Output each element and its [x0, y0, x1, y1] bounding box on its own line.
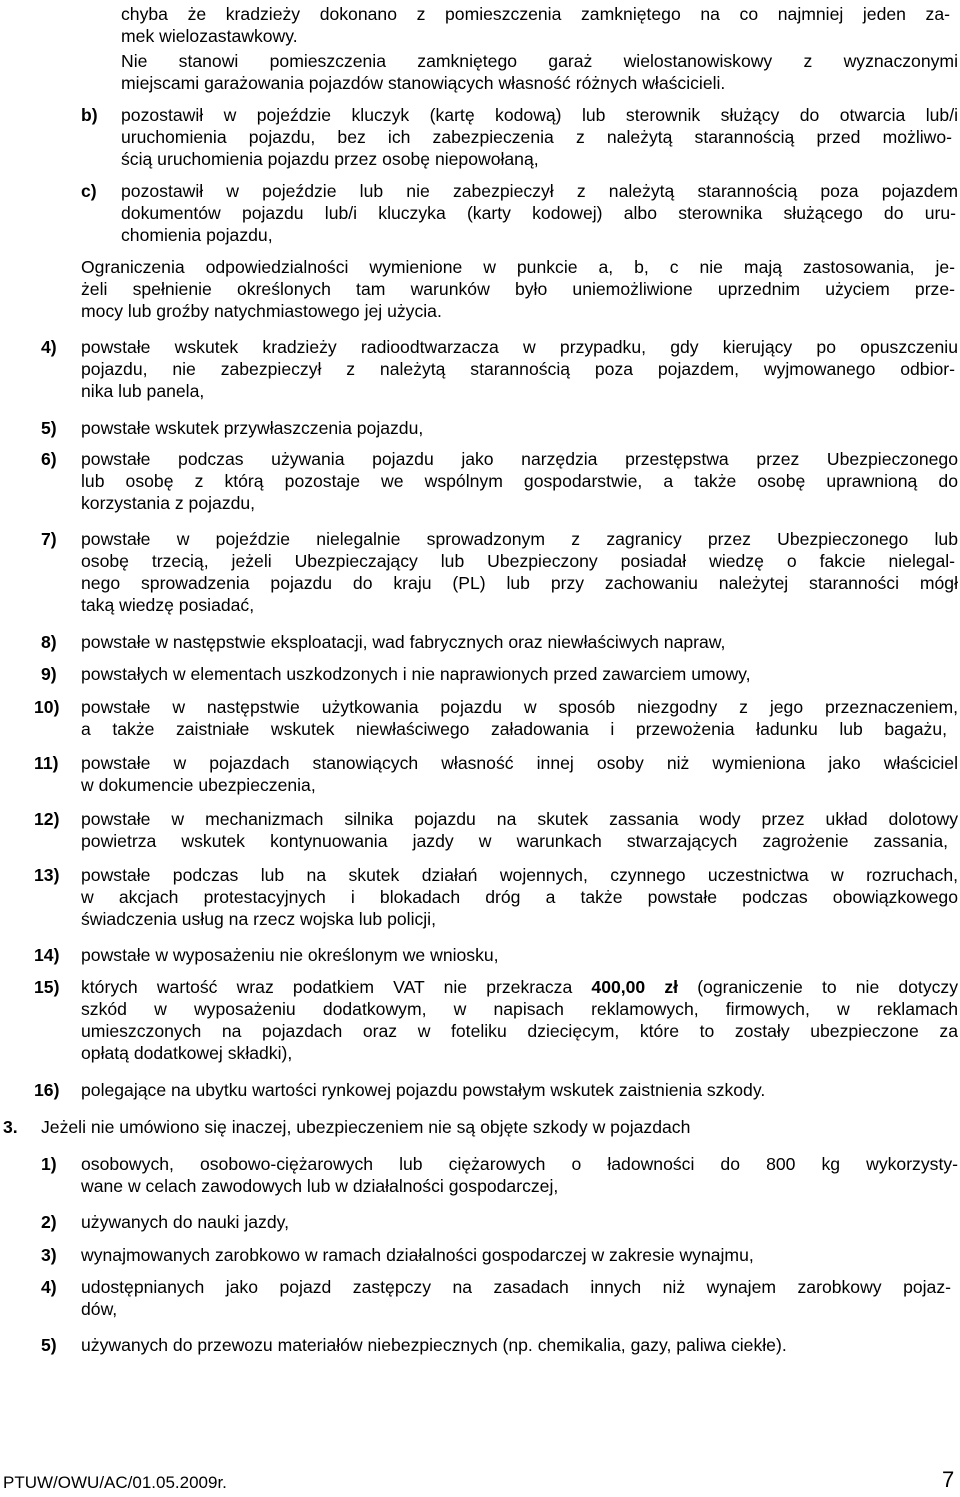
text-span: Ograniczenia odpowiedzialności wymienione w punkcie a, b, c nie mają zastosowania, je-: [81, 257, 955, 277]
item-label-4: 4): [41, 337, 57, 357]
text-span: pozostawił w pojeździe kluczyk (kartę kodową) lub sterownik służący do otwarcia lub/i: [121, 105, 958, 125]
text-span: powstałe wskutek kradzieży radioodtwarzacza w przypadku, gdy kierujący po opuszczeniu: [81, 337, 958, 357]
item-label-11: 11): [34, 753, 59, 773]
text-span: powstałe w pojeździe nielegalnie sprowadzonym z zagranicy przez Ubezpieczonego lub: [81, 529, 958, 549]
text-line: [81, 808, 958, 830]
item-label-9: 9): [41, 664, 57, 684]
text-span: osobowych, osobowo-ciężarowych lub ciężarowych o ładowności do 800 kg wykorzysty-: [81, 1154, 958, 1174]
item-label-12: 12): [34, 809, 60, 829]
item-label-8: 8): [41, 632, 57, 652]
subitem-label-5: 5): [41, 1335, 57, 1355]
text-line: [121, 180, 958, 202]
text-line: opłatą dodatkowej składki),: [81, 1043, 293, 1063]
text-line: [81, 1276, 951, 1298]
text-span: chyba że kradzieży dokonano z pomieszczenia zamkniętego na co najmniej jeden za-: [121, 4, 950, 24]
text-line: [81, 336, 958, 358]
item-label-10: 10): [34, 697, 60, 717]
text-line: [81, 470, 958, 492]
text-line: taką wiedzę posiadać,: [81, 595, 255, 615]
text-line: [81, 830, 948, 852]
text-segment: (ograniczenie to nie dotyczy: [697, 977, 959, 997]
item-label-14: 14): [34, 945, 60, 965]
text-line: powstałe wskutek przywłaszczenia pojazdu,: [81, 418, 424, 438]
text-line: nika lub panela,: [81, 381, 205, 401]
text-line: świadczenia usług na rzecz wojska lub policji,: [81, 909, 436, 929]
text-line: chomienia pojazdu,: [121, 225, 273, 245]
text-span: Nie stanowi pomieszczenia zamkniętego garaż wielostanowiskowy z wyznaczonymi: [121, 51, 958, 71]
text-span: pojazdu, nie zabezpieczył z należytą starannością poza pojazdem, wyjmowanego odbior-: [81, 359, 955, 379]
text-line: [121, 126, 952, 148]
text-line: [81, 864, 958, 886]
subitem-label-2: 2): [41, 1212, 57, 1232]
text-line: [121, 50, 958, 72]
text-span: szkód w wyposażeniu dodatkowym, w napisach reklamowych, firmowych, w reklamach: [81, 999, 958, 1019]
text-line: powstałe w następstwie eksploatacji, wad fabrycznych oraz niewłaściwych napraw,: [81, 632, 726, 652]
text-line: [121, 3, 950, 25]
text-line: używanych do nauki jazdy,: [81, 1212, 289, 1232]
text-line: używanych do przewozu materiałów niebezpiecznych (np. chemikalia, gazy, paliwa ciekłe).: [81, 1335, 787, 1355]
text-line: powstałe w wyposażeniu nie określonym we wniosku,: [81, 945, 499, 965]
subitem-label-4: 4): [41, 1277, 57, 1297]
subitem-label-3: 3): [41, 1245, 57, 1265]
text-span: dokumentów pojazdu lub/i kluczyka (karty kodowej) albo sterownika służącego do uru-: [121, 203, 956, 223]
text-line: [81, 358, 955, 380]
item-label-c: c): [81, 181, 97, 201]
text-line: miejscami garażowania pojazdów stanowiących własność różnych właścicieli.: [121, 73, 726, 93]
text-segment: których wartość wraz podatkiem VAT nie przekracza: [81, 977, 573, 997]
text-span: powstałe w mechanizmach silnika pojazdu na skutek zassania wody przez układ dolotowy: [81, 809, 958, 829]
item-label-13: 13): [34, 865, 60, 885]
text-line: korzystania z pojazdu,: [81, 493, 256, 513]
item-label-5: 5): [41, 418, 57, 438]
text-line: w dokumencie ubezpieczenia,: [81, 775, 316, 795]
text-line: ścią uruchomienia pojazdu przez osobę niepowołaną,: [121, 149, 539, 169]
text-line: [81, 696, 958, 718]
section-label-3: 3.: [3, 1117, 18, 1137]
text-line: [81, 278, 955, 300]
text-line: [81, 752, 958, 774]
amount-bold: 400,00 zł: [591, 977, 679, 997]
subitem-label-1: 1): [41, 1154, 57, 1174]
text-line: mocy lub groźby natychmiastowego jej użycia.: [81, 301, 442, 321]
text-span: powstałe w następstwie użytkowania pojazdu w sposób niezgodny z jego przeznaczeniem,: [81, 697, 958, 717]
text-line: wynajmowanych zarobkowo w ramach działalności gospodarczej w zakresie wynajmu,: [81, 1245, 754, 1265]
text-span: osobę trzecią, jeżeli Ubezpieczający lub Ubezpieczony posiadał wiedzę o fakcie nielegal-: [81, 551, 955, 571]
page-number: 7: [942, 1467, 955, 1492]
text-span: nego sprowadzenia pojazdu do kraju (PL) lub przy zachowaniu należytej staranności mógł: [81, 573, 958, 593]
item-label-b: b): [81, 105, 98, 125]
text-span: powstałe podczas lub na skutek działań wojennych, czynnego uczestnictwa w rozruchach,: [81, 865, 958, 885]
text-line: mek wielozastawkowy.: [121, 26, 298, 46]
text-line: [81, 256, 955, 278]
text-span: powietrza wskutek kontynuowania jazdy w warunkach stwarzających zagrożenie zassania,: [81, 831, 948, 851]
item-label-6: 6): [41, 449, 57, 469]
item-label-15: 15): [34, 977, 60, 997]
text-line: [81, 572, 958, 594]
text-line: [81, 718, 947, 740]
text-line: [81, 528, 958, 550]
text-line: [121, 104, 958, 126]
item-label-16: 16): [34, 1080, 60, 1100]
text-line: [81, 998, 958, 1020]
text-line: dów,: [81, 1299, 118, 1319]
text-line: powstałych w elementach uszkodzonych i nie naprawionych przed zawarciem umowy,: [81, 664, 751, 684]
text-span: powstałe w pojazdach stanowiących własność innej osoby niż wymieniona jako właściciel: [81, 753, 958, 773]
text-span: w akcjach protestacyjnych i blokadach dróg a także powstałe podczas obowiązkowego: [81, 887, 958, 907]
text-line: wane w celach zawodowych lub w działalności gospodarczej,: [81, 1176, 559, 1196]
text-line: [81, 448, 958, 470]
text-line: polegające na ubytku wartości rynkowej pojazdu powstałym wskutek zaistnienia szkody.: [81, 1080, 766, 1100]
text-line: [121, 202, 956, 224]
text-line: Jeżeli nie umówiono się inaczej, ubezpieczeniem nie są objęte szkody w pojazdach: [41, 1117, 691, 1137]
text-span: uruchomienia pojazdu, bez ich zabezpieczenia z należytą starannością przed możliwo-: [121, 127, 952, 147]
text-line: [81, 886, 958, 908]
text-span: pozostawił w pojeździe lub nie zabezpieczył z należytą starannością poza pojazdem: [121, 181, 958, 201]
text-span: lub osobę z którą pozostaje we wspólnym gospodarstwie, a także osobę uprawnioną do: [81, 471, 958, 491]
text-line: [81, 1153, 958, 1175]
text-span: [81, 976, 958, 998]
text-span: a także zaistniałe wskutek niewłaściwego załadowania i przewożenia ładunku lub bagażu,: [81, 719, 947, 739]
text-span: umieszczonych na pojazdach oraz w foteliku dziecięcym, które to zostały ubezpieczone za: [81, 1021, 958, 1041]
text-span: udostępnianych jako pojazd zastępczy na zasadach innych niż wynajem zarobkowy pojaz-: [81, 1277, 951, 1297]
text-line: [81, 1020, 958, 1042]
footer-doc-code: PTUW/OWU/AC/01.05.2009r.: [3, 1473, 227, 1492]
text-span: powstałe podczas używania pojazdu jako narzędzia przestępstwa przez Ubezpieczonego: [81, 449, 958, 469]
item-label-7: 7): [41, 529, 57, 549]
text-line: [81, 550, 955, 572]
text-span: żeli spełnienie określonych tam warunków było uniemożliwione uprzednim użyciem prze-: [81, 279, 955, 299]
text-line: [81, 976, 958, 998]
